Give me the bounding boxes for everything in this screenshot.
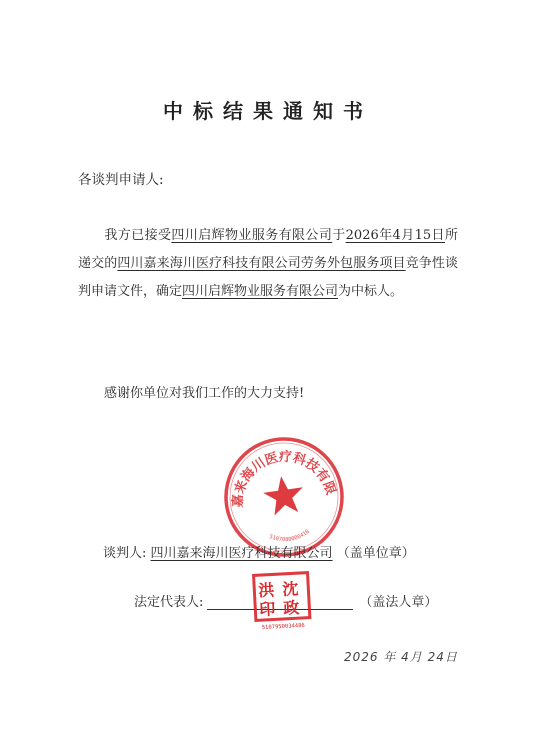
salutation: 各谈判申请人: xyxy=(78,172,164,188)
legal-rep-seal-stamp xyxy=(251,571,312,634)
legal-rep-label: 法定代表人: xyxy=(134,595,204,610)
project-name: 四川嘉来海川医疗科技有限公司劳务外包服务项目 xyxy=(117,256,406,271)
thanks-text: 感谢你单位对我们工作的大力支持! xyxy=(104,386,305,401)
body-text-2: 于 xyxy=(332,228,346,243)
company-seal-text: 四川嘉来海川医疗科技有限公司 xyxy=(212,431,338,508)
rep-seal-char-4: 政 xyxy=(282,598,300,618)
body-text-1: 我方已接受 xyxy=(104,228,172,243)
submission-date: 2026年4月15日 xyxy=(345,228,445,243)
rep-seal-char-1: 洪 xyxy=(257,580,275,601)
body-text-4: 竞争性谈判申请文件，确定 xyxy=(78,256,458,299)
body-text-3: 所递交的 xyxy=(78,228,458,271)
body-text-5: 为中标人。 xyxy=(338,284,404,299)
negotiator-label: 谈判人: xyxy=(103,546,147,561)
rep-seal-char-3: 印 xyxy=(258,599,276,620)
rep-seal-char-2: 沈 xyxy=(281,579,299,599)
rep-seal-number: 5107950034486 xyxy=(261,622,305,632)
negotiator-row xyxy=(103,542,415,561)
company-seal-number: 5107080000418 xyxy=(268,528,311,544)
document-title: 中标结果通知书 xyxy=(163,99,373,123)
notice-body xyxy=(78,222,458,306)
winner-name: 四川启辉物业服务有限公司 xyxy=(171,228,333,243)
legal-rep-seal-note: （盖法人章） xyxy=(359,595,438,610)
winner-name-2: 四川启辉物业服务有限公司 xyxy=(182,284,339,299)
handwritten-date: 2026 年 4月 24日 xyxy=(344,650,458,664)
negotiator-name: 四川嘉来海川医疗科技有限公司 xyxy=(150,546,333,561)
negotiator-seal-note: （盖单位章） xyxy=(336,546,415,561)
